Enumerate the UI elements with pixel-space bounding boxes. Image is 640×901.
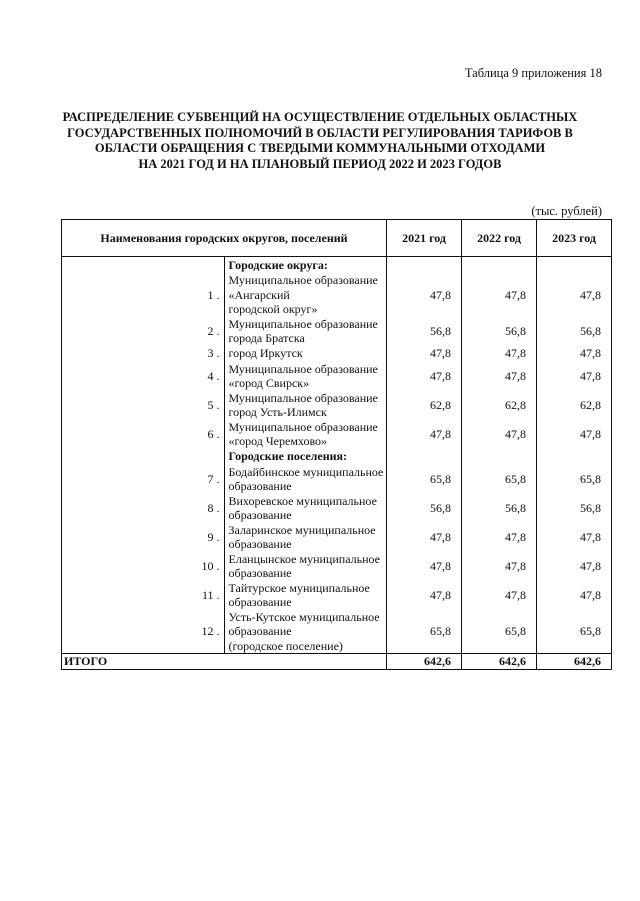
row-number: 7 . <box>62 465 225 494</box>
title-line: РАСПРЕДЕЛЕНИЕ СУБВЕНЦИЙ НА ОСУЩЕСТВЛЕНИЕ ОТДЕЛЬНЫХ ОБЛАСТНЫХ <box>62 110 578 124</box>
row-number: 3 . <box>62 346 225 362</box>
value-2023: 56,8 <box>537 494 612 523</box>
header-2023: 2023 год <box>537 220 612 257</box>
row-number: 10 . <box>62 552 225 581</box>
value-2023: 47,8 <box>537 420 612 449</box>
value-2023: 65,8 <box>537 465 612 494</box>
value-2022: 47,8 <box>462 273 537 317</box>
value-2021: 65,8 <box>387 465 462 494</box>
value-2023: 65,8 <box>537 610 612 654</box>
row-number: 6 . <box>62 420 225 449</box>
group-row <box>62 449 612 465</box>
row-name: Муниципальное образование «город Черемхово» <box>224 420 387 449</box>
value-2023: 56,8 <box>537 317 612 346</box>
total-label: ИТОГО <box>62 654 387 670</box>
group-row <box>62 257 612 274</box>
value-2021: 62,8 <box>387 391 462 420</box>
table-row <box>62 465 612 494</box>
row-number: 2 . <box>62 317 225 346</box>
table-row <box>62 523 612 552</box>
row-name: Вихоревское муниципальное образование <box>224 494 387 523</box>
value-2022: 47,8 <box>462 552 537 581</box>
row-name: Заларинское муниципальное образование <box>224 523 387 552</box>
value-2021: 47,8 <box>387 346 462 362</box>
table-row <box>62 346 612 362</box>
row-number: 8 . <box>62 494 225 523</box>
row-name: Еланцынское муниципальное образование <box>224 552 387 581</box>
value-2023: 47,8 <box>537 581 612 610</box>
table-row <box>62 494 612 523</box>
value-2022: 47,8 <box>462 523 537 552</box>
table-row <box>62 317 612 346</box>
row-number: 11 . <box>62 581 225 610</box>
value-2021: 56,8 <box>387 494 462 523</box>
value-2023: 47,8 <box>537 362 612 391</box>
table-row <box>62 581 612 610</box>
value-2023: 47,8 <box>537 552 612 581</box>
total-2022: 642,6 <box>462 654 537 670</box>
value-2023: 47,8 <box>537 523 612 552</box>
row-number: 4 . <box>62 362 225 391</box>
value-2021: 56,8 <box>387 317 462 346</box>
group-label: Городские округа: <box>224 257 387 274</box>
value-2022: 62,8 <box>462 391 537 420</box>
subsidy-table <box>61 219 612 670</box>
title-line: ГОСУДАРСТВЕННЫХ ПОЛНОМОЧИЙ В ОБЛАСТИ РЕГУЛИРОВАНИЯ ТАРИФОВ В <box>67 125 573 140</box>
value-2022: 65,8 <box>462 610 537 654</box>
row-name: Тайтурское муниципальное образование <box>224 581 387 610</box>
value-2022: 65,8 <box>462 465 537 494</box>
table-row <box>62 552 612 581</box>
row-name: Муниципальное образование «Ангарский городской округ» <box>224 273 387 317</box>
total-2023: 642,6 <box>537 654 612 670</box>
value-2023: 47,8 <box>537 346 612 362</box>
value-2023: 62,8 <box>537 391 612 420</box>
value-2021: 47,8 <box>387 523 462 552</box>
value-2021: 47,8 <box>387 581 462 610</box>
header-row <box>62 220 612 257</box>
group-label: Городские поселения: <box>224 449 387 465</box>
header-2021: 2021 год <box>387 220 462 257</box>
table-row <box>62 362 612 391</box>
value-2023: 47,8 <box>537 273 612 317</box>
table-row <box>62 610 612 654</box>
row-name: Усть-Кутское муниципальное образование (городское поселение) <box>224 610 387 654</box>
value-2022: 47,8 <box>462 362 537 391</box>
value-2021: 47,8 <box>387 273 462 317</box>
table-row <box>62 391 612 420</box>
row-number: 12 . <box>62 610 225 654</box>
document-title <box>40 110 600 172</box>
value-2021: 47,8 <box>387 420 462 449</box>
value-2021: 65,8 <box>387 610 462 654</box>
value-2022: 47,8 <box>462 581 537 610</box>
row-number: 5 . <box>62 391 225 420</box>
table-reference: Таблица 9 приложения 18 <box>464 66 602 80</box>
row-name: Муниципальное образование город Усть-Илимск <box>224 391 387 420</box>
row-number: 9 . <box>62 523 225 552</box>
row-number: 1 . <box>62 273 225 317</box>
total-row <box>62 654 612 670</box>
row-name: Бодайбинское муниципальное образование <box>224 465 387 494</box>
value-2022: 47,8 <box>462 346 537 362</box>
value-2021: 47,8 <box>387 362 462 391</box>
row-name: Муниципальное образование города Братска <box>224 317 387 346</box>
table-row <box>62 420 612 449</box>
header-2022: 2022 год <box>462 220 537 257</box>
header-name: Наименования городских округов, поселений <box>62 220 387 257</box>
title-line: ОБЛАСТИ ОБРАЩЕНИЯ С ТВЕРДЫМИ КОММУНАЛЬНЫМИ ОТХОДАМИ <box>94 141 546 155</box>
row-name: город Иркутск <box>224 346 387 362</box>
units-label: (тыс. рублей) <box>531 204 602 218</box>
title-line: НА 2021 ГОД И НА ПЛАНОВЫЙ ПЕРИОД 2022 И 2023 ГОДОВ <box>138 156 502 171</box>
table-row <box>62 273 612 317</box>
total-2021: 642,6 <box>387 654 462 670</box>
value-2021: 47,8 <box>387 552 462 581</box>
value-2022: 56,8 <box>462 317 537 346</box>
value-2022: 56,8 <box>462 494 537 523</box>
row-name: Муниципальное образование «город Свирск» <box>224 362 387 391</box>
value-2022: 47,8 <box>462 420 537 449</box>
